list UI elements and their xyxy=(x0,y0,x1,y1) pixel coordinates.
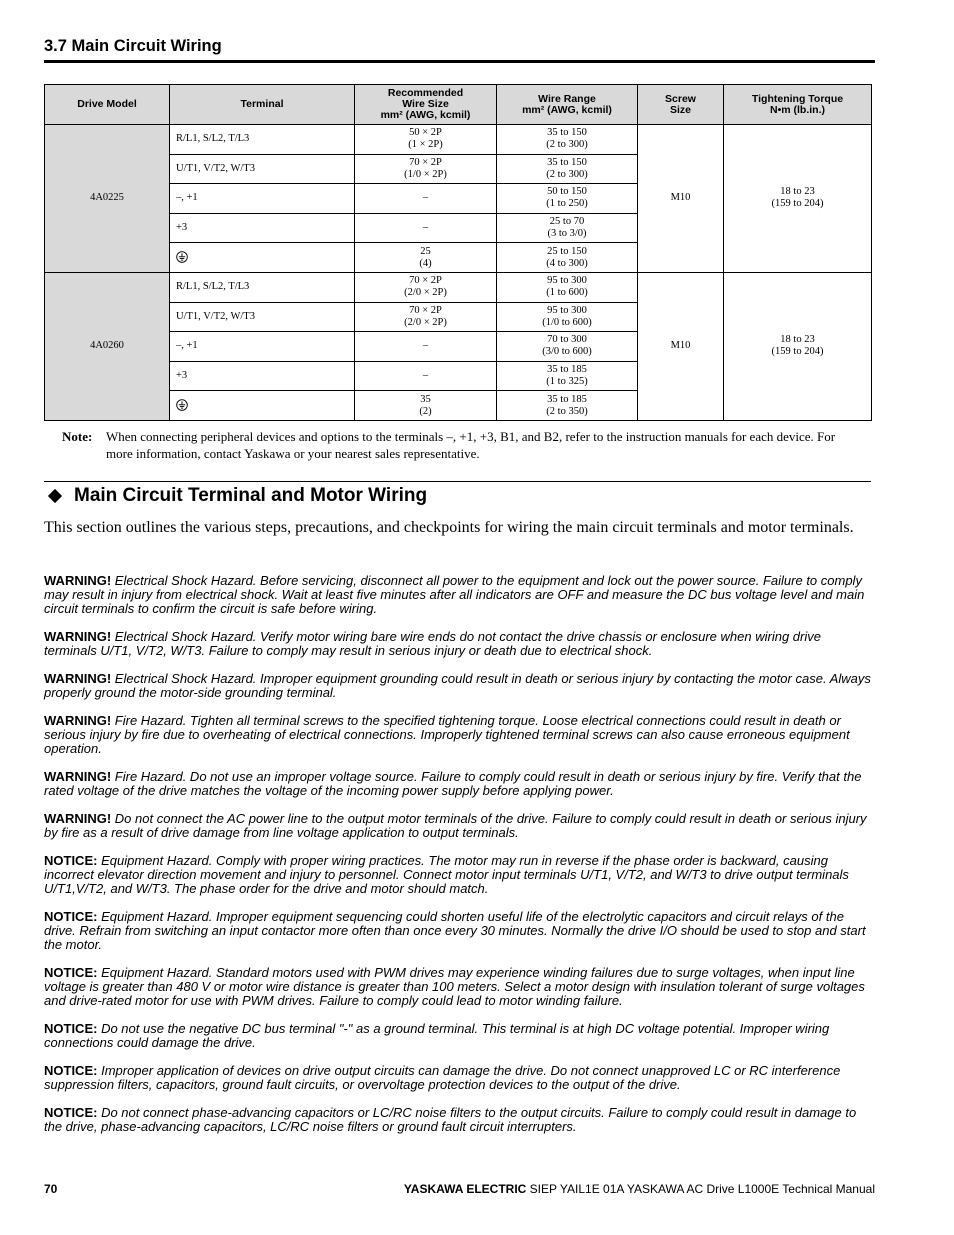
ground-terminal-icon xyxy=(176,252,188,263)
drive-model-cell: 4A0225 xyxy=(45,125,170,273)
message-kind: WARNING! xyxy=(44,713,112,728)
intro-paragraph: This section outlines the various steps, precautions, and checkpoints for wiring the main circuit terminals and motor terminals. xyxy=(44,519,854,536)
table-body xyxy=(45,125,872,421)
table-row xyxy=(45,125,872,155)
message-kind: NOTICE: xyxy=(44,1063,98,1078)
wire-range-cell: 25 to 150 (4 to 300) xyxy=(497,243,638,273)
footer-manual-title xyxy=(404,1182,875,1196)
warning-message xyxy=(44,574,874,616)
torque-cell: 18 to 23 (159 to 204) xyxy=(724,125,872,273)
note-label: Note: xyxy=(62,429,93,444)
message-kind: WARNING! xyxy=(44,811,112,826)
terminal-cell: U/T1, V/T2, W/T3 xyxy=(170,154,355,184)
warning-message xyxy=(44,630,874,658)
diamond-bullet-icon xyxy=(48,489,62,503)
terminal-cell: R/L1, S/L2, T/L3 xyxy=(170,272,355,302)
terminal-cell: U/T1, V/T2, W/T3 xyxy=(170,302,355,332)
footer-doc: SIEP YAIL1E 01A YASKAWA AC Drive L1000E Technical Manual xyxy=(526,1182,875,1196)
message-text: Equipment Hazard. Improper equipment sequencing could shorten useful life of the electrolytic capacitors and circuit relays of the drive. Refrain from switching an input contactor more often than once every 30 minutes. Normally the drive I/O should be used to stop and start the motor. xyxy=(44,909,866,952)
warning-message xyxy=(44,672,874,700)
notice-message xyxy=(44,1022,874,1050)
message-kind: NOTICE: xyxy=(44,1021,98,1036)
header-tightening-torque: Tightening Torque N•m (lb.in.) xyxy=(724,85,872,125)
subsection-title-text: Main Circuit Terminal and Motor Wiring xyxy=(74,485,428,506)
wire-range-cell: 50 to 150 (1 to 250) xyxy=(497,184,638,214)
page-number: 70 xyxy=(44,1182,58,1196)
recommended-wire-cell: – xyxy=(355,332,497,362)
message-text: Fire Hazard. Tighten all terminal screws to the specified tightening torque. Loose electrical connections could result in death or serious injury by fire due to overheating of electrical connections. Improperly tightened terminal screws can also cause erroneous equipment operation. xyxy=(44,713,850,756)
wire-range-cell: 35 to 150 (2 to 300) xyxy=(497,125,638,155)
header-screw-size: Screw Size xyxy=(638,85,724,125)
message-kind: WARNING! xyxy=(44,629,112,644)
terminal-cell xyxy=(170,243,355,273)
notice-message xyxy=(44,966,874,1008)
message-text: Equipment Hazard. Standard motors used with PWM drives may experience winding failures due to surge voltages, when input line voltage is greater than 480 V or motor wire distance is greater than 100 meters. Select a motor design with insulation tolerant of surge voltages and drive-rated motor for use with PWM drives. Failure to comply could lead to motor winding failure. xyxy=(44,965,865,1008)
notice-message xyxy=(44,1106,874,1134)
message-kind: WARNING! xyxy=(44,769,112,784)
table-header-row xyxy=(45,85,872,125)
screw-size-cell: M10 xyxy=(638,125,724,273)
wire-range-cell: 95 to 300 (1 to 600) xyxy=(497,272,638,302)
table-row xyxy=(45,272,872,302)
recommended-wire-cell: – xyxy=(355,184,497,214)
safety-messages xyxy=(44,574,874,1148)
wire-range-cell: 35 to 185 (2 to 350) xyxy=(497,391,638,421)
notice-message xyxy=(44,910,874,952)
message-kind: NOTICE: xyxy=(44,965,98,980)
subsection-title xyxy=(48,484,427,508)
section-divider xyxy=(44,481,871,482)
wire-range-cell: 70 to 300 (3/0 to 600) xyxy=(497,332,638,362)
message-text: Do not connect the AC power line to the output motor terminals of the drive. Failure to comply could result in death or serious injury by fire as a result of drive damage from line voltage application to output terminals. xyxy=(44,811,867,840)
note xyxy=(62,428,862,462)
recommended-wire-cell: – xyxy=(355,213,497,243)
terminal-cell: R/L1, S/L2, T/L3 xyxy=(170,125,355,155)
wire-range-cell: 95 to 300 (1/0 to 600) xyxy=(497,302,638,332)
header-recommended-wire-size: Recommended Wire Size mm² (AWG, kcmil) xyxy=(355,85,497,125)
terminal-cell xyxy=(170,391,355,421)
note-text: When connecting peripheral devices and options to the terminals –, +1, +3, B1, and B2, refer to the instruction manuals for each device. For more information, contact Yaskawa or your nearest sales representative. xyxy=(106,429,836,461)
wire-spec-table xyxy=(44,84,872,421)
recommended-wire-cell: 35 (2) xyxy=(355,391,497,421)
terminal-cell: +3 xyxy=(170,213,355,243)
recommended-wire-cell: 25 (4) xyxy=(355,243,497,273)
message-text: Electrical Shock Hazard. Verify motor wiring bare wire ends do not contact the drive chassis or enclosure when wiring drive terminals U/T1, V/T2, W/T3. Failure to comply may result in serious injury or death due to electrical shock. xyxy=(44,629,821,658)
message-text: Equipment Hazard. Comply with proper wiring practices. The motor may run in reverse if the phase order is backward, causing incorrect elevator direction movement and injury to personnel. Connect motor input terminals U/T1, V/T2, and W/T3 to drive output terminals U/T1,V/T2, and W/T3. The phase order for the drive and motor should match. xyxy=(44,853,849,896)
recommended-wire-cell: 50 × 2P (1 × 2P) xyxy=(355,125,497,155)
message-text: Fire Hazard. Do not use an improper voltage source. Failure to comply could result in death or serious injury by fire. Verify that the rated voltage of the drive matches the voltage of the incoming power supply before applying power. xyxy=(44,769,862,798)
header-wire-range: Wire Range mm² (AWG, kcmil) xyxy=(497,85,638,125)
wire-range-cell: 25 to 70 (3 to 3/0) xyxy=(497,213,638,243)
message-text: Electrical Shock Hazard. Improper equipment grounding could result in death or serious injury by contacting the motor case. Always properly ground the motor-side grounding terminal. xyxy=(44,671,871,700)
warning-message xyxy=(44,714,874,756)
section-header: 3.7 Main Circuit Wiring xyxy=(44,37,875,63)
drive-model-cell: 4A0260 xyxy=(45,272,170,420)
message-kind: WARNING! xyxy=(44,671,112,686)
message-text: Improper application of devices on drive output circuits can damage the drive. Do not connect unapproved LC or RC interference suppression filters, capacitors, ground fault circuits, or overvoltage protection devices to the output of the drive. xyxy=(44,1063,841,1092)
terminal-cell: +3 xyxy=(170,361,355,391)
page-footer xyxy=(44,1182,875,1198)
footer-brand: YASKAWA ELECTRIC xyxy=(403,1182,527,1196)
notice-message xyxy=(44,1064,874,1092)
header-drive-model: Drive Model xyxy=(45,85,170,125)
torque-cell: 18 to 23 (159 to 204) xyxy=(724,272,872,420)
message-kind: NOTICE: xyxy=(44,853,98,868)
notice-message xyxy=(44,854,874,896)
wire-range-cell: 35 to 185 (1 to 325) xyxy=(497,361,638,391)
recommended-wire-cell: 70 × 2P (2/0 × 2P) xyxy=(355,302,497,332)
message-kind: NOTICE: xyxy=(44,1105,98,1120)
header-terminal: Terminal xyxy=(170,85,355,125)
message-text: Do not connect phase-advancing capacitors or LC/RC noise filters to the output circuits. Failure to comply could result in damage to the drive, phase-advancing capacitors, LC/RC noise filters or ground fault circuit interrupters. xyxy=(44,1105,857,1134)
warning-message xyxy=(44,812,874,840)
message-text: Do not use the negative DC bus terminal "-" as a ground terminal. This terminal is at high DC voltage potential. Improper wiring connections could damage the drive. xyxy=(44,1021,830,1050)
message-kind: WARNING! xyxy=(44,573,112,588)
recommended-wire-cell: – xyxy=(355,361,497,391)
terminal-cell: –, +1 xyxy=(170,332,355,362)
message-kind: NOTICE: xyxy=(44,909,98,924)
warning-message xyxy=(44,770,874,798)
message-text: Electrical Shock Hazard. Before servicing, disconnect all power to the equipment and lock out the power source. Failure to comply may result in injury from electrical shock. Wait at least five minutes after all indicators are OFF and measure the DC bus voltage level and main circuit terminals to confirm the circuit is safe before wiring. xyxy=(44,573,865,616)
wire-range-cell: 35 to 150 (2 to 300) xyxy=(497,154,638,184)
recommended-wire-cell: 70 × 2P (1/0 × 2P) xyxy=(355,154,497,184)
recommended-wire-cell: 70 × 2P (2/0 × 2P) xyxy=(355,272,497,302)
terminal-cell: –, +1 xyxy=(170,184,355,214)
ground-terminal-icon xyxy=(176,400,188,411)
screw-size-cell: M10 xyxy=(638,272,724,420)
